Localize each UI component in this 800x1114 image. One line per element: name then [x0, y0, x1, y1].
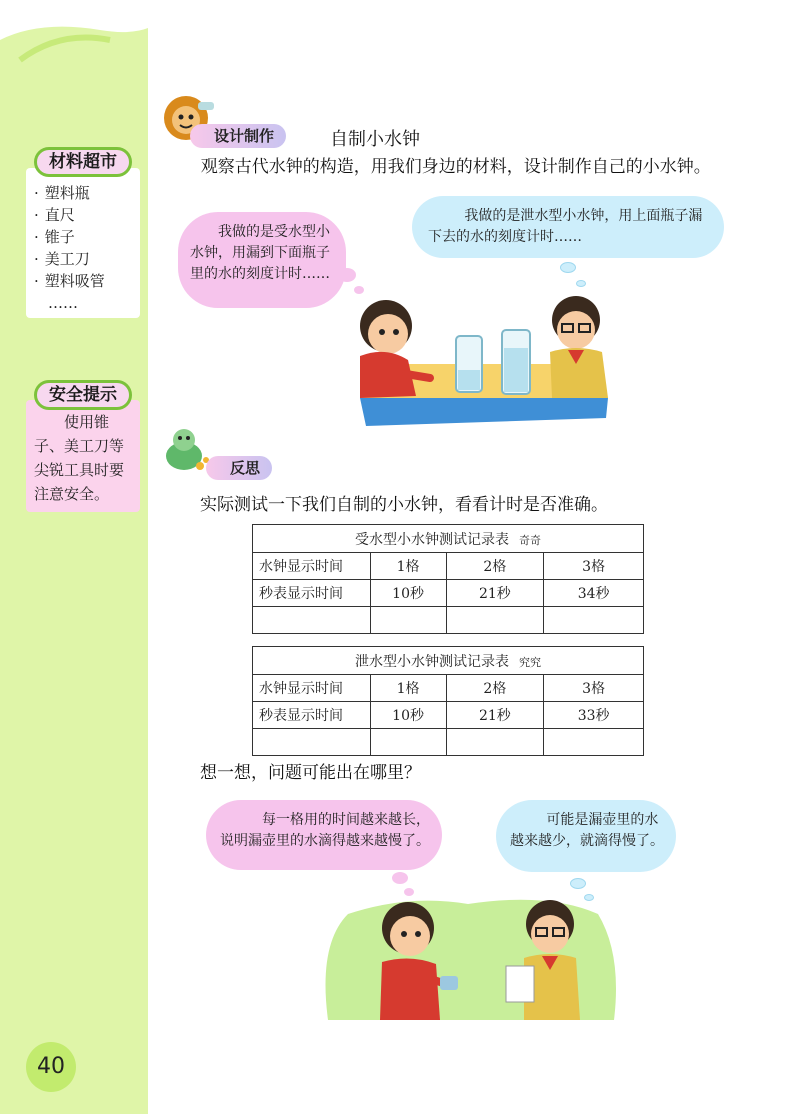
thought-bubble-left: 我做的是受水型小水钟，用漏到下面瓶子里的水的刻度计时……: [178, 212, 346, 308]
page-number: 40: [26, 1042, 76, 1092]
materials-title: 材料超市: [34, 147, 132, 177]
kids-discussing-illustration: [318, 884, 622, 1020]
section-heading: 自制小水钟: [330, 129, 420, 150]
turtle-mascot-icon: [160, 426, 210, 476]
table-title: [253, 647, 644, 675]
table-title-text: 受水型小水钟测试记录表: [355, 531, 509, 548]
table-row-empty: [253, 607, 644, 634]
list-item: · 锥子: [34, 226, 132, 248]
row-label: 水钟显示时间: [253, 675, 371, 702]
section-tag-design: 设计制作: [190, 124, 286, 148]
table-cell: 10秒: [370, 580, 446, 607]
table-title: [253, 525, 644, 553]
reflection-question: 想一想，问题可能出在哪里？: [200, 763, 421, 783]
table-cell: 3格: [544, 675, 644, 702]
row-label: 水钟显示时间: [253, 553, 371, 580]
list-item-more: ……: [48, 294, 78, 312]
row-label: 秒表显示时间: [253, 580, 371, 607]
list-item: · 塑料瓶: [34, 182, 132, 204]
kids-with-water-clock-illustration: [346, 286, 622, 436]
table-cell: 34秒: [544, 580, 644, 607]
materials-list: [26, 168, 140, 322]
table-cell: 1格: [370, 675, 446, 702]
table-author: 奇奇: [519, 533, 541, 547]
section1-intro: 观察古代水钟的构造，用我们身边的材料，设计制作自己的小水钟。: [200, 157, 711, 177]
table-row: [253, 675, 644, 702]
section2-intro: 实际测试一下我们自制的小水钟，看看计时是否准确。: [200, 495, 608, 515]
row-label: 秒表显示时间: [253, 702, 371, 729]
table-row: [253, 580, 644, 607]
safety-title: 安全提示: [34, 380, 132, 410]
table-cell: 10秒: [370, 702, 446, 729]
water-receiving-clock-table: [252, 524, 644, 634]
table-row: [253, 553, 644, 580]
list-item: · 直尺: [34, 204, 132, 226]
table-author: 究究: [519, 655, 541, 669]
section-tag-reflection: 反思: [206, 456, 272, 480]
thought-puff: [338, 268, 356, 282]
table-cell: 3格: [544, 553, 644, 580]
thought-bubble-right: 我做的是泄水型小水钟，用上面瓶子漏下去的水的刻度计时……: [412, 196, 724, 258]
page-corner-fold-icon: [0, 0, 148, 70]
safety-text: 使用锥子、美工刀等尖锐工具时要注意安全。: [34, 413, 125, 503]
list-item: · 塑料吸管: [34, 270, 132, 292]
table-cell: 1格: [370, 553, 446, 580]
table-cell: 33秒: [544, 702, 644, 729]
thought-puff: [392, 872, 408, 884]
table-cell: 21秒: [446, 580, 544, 607]
table-row-empty: [253, 729, 644, 756]
thought-bubble-left: 每一格用的时间越来越长，说明漏壶里的水滴得越来越慢了。: [206, 800, 442, 870]
thought-bubble-right: 可能是漏壶里的水越来越少，就滴得慢了。: [496, 800, 676, 872]
table-cell: 2格: [446, 553, 544, 580]
table-row: [253, 702, 644, 729]
water-draining-clock-table: [252, 646, 644, 756]
table-cell: 21秒: [446, 702, 544, 729]
table-title-text: 泄水型小水钟测试记录表: [355, 653, 509, 670]
materials-box: [26, 168, 140, 318]
thought-puff: [560, 262, 576, 273]
safety-box: [26, 400, 140, 512]
list-item: · 美工刀: [34, 248, 132, 270]
table-cell: 2格: [446, 675, 544, 702]
